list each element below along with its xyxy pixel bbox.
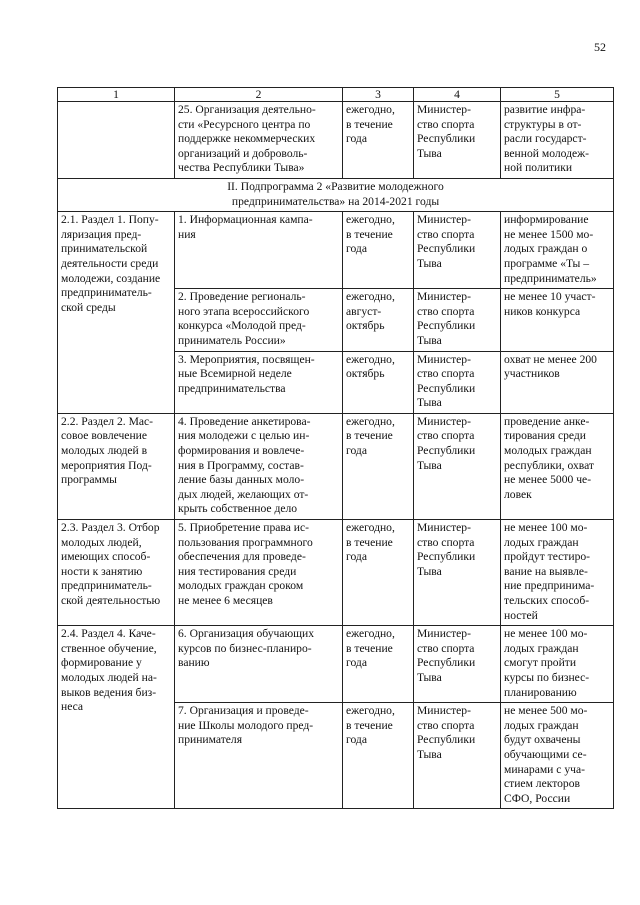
event-cell: 1. Информационная кампа- ния bbox=[175, 212, 343, 289]
result-cell: охват не менее 200 участников bbox=[501, 351, 614, 413]
subprogram-row bbox=[58, 178, 614, 211]
table-row bbox=[58, 212, 614, 289]
executor-cell: Министер- ство спорта Республики Тыва bbox=[414, 351, 501, 413]
table-row bbox=[58, 626, 614, 703]
header-cell: 2 bbox=[175, 88, 343, 102]
event-cell: 6. Организация обучающих курсов по бизнес-планиро- ванию bbox=[175, 626, 343, 703]
executor-cell: Министер- ство спорта Республики Тыва bbox=[414, 703, 501, 809]
header-cell: 5 bbox=[501, 88, 614, 102]
event-cell: 3. Мероприятия, посвящен- ные Всемирной неделе предпринимательства bbox=[175, 351, 343, 413]
header-cell: 1 bbox=[58, 88, 175, 102]
event-cell: 4. Проведение анкетирова- ния молодежи с целью ин- формирования и вовлече- ния в Программу, состав- ление базы данных моло- дых людей, желающих от- крыть собственное дело bbox=[175, 413, 343, 519]
result-cell: проведение анке- тирования среди молодых граждан республики, охват не менее 5000 че- ловек bbox=[501, 413, 614, 519]
page-number: 52 bbox=[594, 40, 606, 54]
executor-cell: Министер- ство спорта Республики Тыва bbox=[414, 520, 501, 626]
result-cell: не менее 500 мо- лодых граждан будут охвачены обучающими се- минарами с уча- стием лекторов СФО, России bbox=[501, 703, 614, 809]
section-title: 2.3. Раздел 3. Отбор молодых людей, имеющих способ- ности к занятию предприниматель- ской деятельностью bbox=[58, 520, 175, 626]
result-cell: не менее 100 мо- лодых граждан пройдут тестиро- вание на выявле- ние предпринима- тельских способ- ностей bbox=[501, 520, 614, 626]
result-cell: развитие инфра- структуры в от- расли государст- венной молодеж- ной политики bbox=[501, 102, 614, 179]
event-cell: 25. Организация деятельно- сти «Ресурсного центра по поддержке некоммерческих организаций и доброволь- чества Республики Тыва» bbox=[175, 102, 343, 179]
result-cell: не менее 10 участ- ников конкурса bbox=[501, 289, 614, 351]
event-cell: 7. Организация и проведе- ние Школы молодого пред- принимателя bbox=[175, 703, 343, 809]
executor-cell: Министер- ство спорта Республики Тыва bbox=[414, 102, 501, 179]
executor-cell: Министер- ство спорта Республики Тыва bbox=[414, 212, 501, 289]
section-title: 2.4. Раздел 4. Каче- ственное обучение, формирование у молодых людей на- выков ведения биз- неса bbox=[58, 626, 175, 809]
event-cell: 2. Проведение региональ- ного этапа всероссийского конкурса «Молодой пред- приниматель России» bbox=[175, 289, 343, 351]
executor-cell: Министер- ство спорта Республики Тыва bbox=[414, 626, 501, 703]
term-cell: ежегодно, в течение года bbox=[343, 520, 414, 626]
result-cell: не менее 100 мо- лодых граждан смогут пройти курсы по бизнес- планированию bbox=[501, 626, 614, 703]
program-table bbox=[57, 87, 614, 809]
result-cell: информирование не менее 1500 мо- лодых граждан о программе «Ты – предприниматель» bbox=[501, 212, 614, 289]
term-cell: ежегодно, в течение года bbox=[343, 212, 414, 289]
section-title: 2.1. Раздел 1. Попу- ляризация пред- принимательской деятельности среди молодежи, создание предприниматель- ской среды bbox=[58, 212, 175, 414]
term-cell: ежегодно, в течение года bbox=[343, 703, 414, 809]
subprogram-title: II. Подпрограмма 2 «Развитие молодежного предпринимательства» на 2014-2021 годы bbox=[58, 178, 614, 211]
event-cell: 5. Приобретение права ис- пользования программного обеспечения для проведе- ния тестирования среди молодых граждан сроком не менее 6 месяцев bbox=[175, 520, 343, 626]
term-cell: ежегодно, в течение года bbox=[343, 102, 414, 179]
term-cell: ежегодно, в течение года bbox=[343, 626, 414, 703]
table-row bbox=[58, 413, 614, 519]
header-row bbox=[58, 88, 614, 102]
section-cell-empty bbox=[58, 102, 175, 179]
table-row bbox=[58, 102, 614, 179]
section-title: 2.2. Раздел 2. Мас- совое вовлечение молодых людей в мероприятия Под- программы bbox=[58, 413, 175, 519]
executor-cell: Министер- ство спорта Республики Тыва bbox=[414, 289, 501, 351]
header-cell: 4 bbox=[414, 88, 501, 102]
term-cell: ежегодно, август- октябрь bbox=[343, 289, 414, 351]
header-cell: 3 bbox=[343, 88, 414, 102]
table-row bbox=[58, 520, 614, 626]
term-cell: ежегодно, в течение года bbox=[343, 413, 414, 519]
term-cell: ежегодно, октябрь bbox=[343, 351, 414, 413]
executor-cell: Министер- ство спорта Республики Тыва bbox=[414, 413, 501, 519]
